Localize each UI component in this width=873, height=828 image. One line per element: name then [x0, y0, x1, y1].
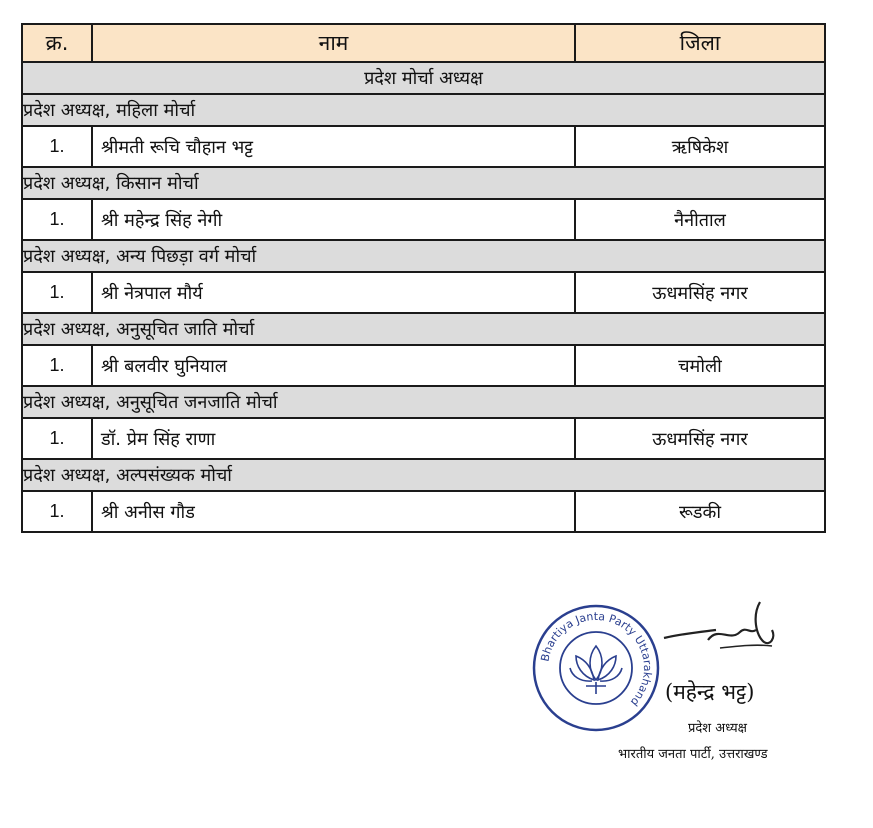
- section-heading: प्रदेश अध्यक्ष, अनुसूचित जनजाति मोर्चा: [22, 386, 825, 418]
- lotus-icon: [570, 646, 622, 694]
- table-header-row: [22, 24, 825, 62]
- header-district: जिला: [575, 24, 825, 62]
- signatory-organization: भारतीय जनता पार्टी, उत्तराखण्ड: [618, 747, 768, 762]
- section-heading-row: [22, 240, 825, 272]
- name-cell: श्री अनीस गौड: [92, 491, 575, 532]
- title-band-row: [22, 62, 825, 94]
- signature-block: [530, 596, 870, 776]
- table-row: [22, 418, 825, 459]
- name-cell: श्री नेत्रपाल मौर्य: [92, 272, 575, 313]
- serial-cell: 1.: [22, 272, 92, 313]
- table-row: [22, 199, 825, 240]
- serial-cell: 1.: [22, 418, 92, 459]
- name-cell: डॉ. प्रेम सिंह राणा: [92, 418, 575, 459]
- section-heading-row: [22, 94, 825, 126]
- district-cell: नैनीताल: [575, 199, 825, 240]
- name-cell: श्री बलवीर घुनियाल: [92, 345, 575, 386]
- signatory-title: प्रदेश अध्यक्ष: [688, 721, 747, 736]
- table-row: [22, 345, 825, 386]
- serial-cell: 1.: [22, 199, 92, 240]
- section-heading: प्रदेश अध्यक्ष, अनुसूचित जाति मोर्चा: [22, 313, 825, 345]
- section-heading-row: [22, 167, 825, 199]
- section-heading: प्रदेश अध्यक्ष, अल्पसंख्यक मोर्चा: [22, 459, 825, 491]
- district-cell: ऋषिकेश: [575, 126, 825, 167]
- section-heading: प्रदेश अध्यक्ष, किसान मोर्चा: [22, 167, 825, 199]
- district-cell: ऊधमसिंह नगर: [575, 272, 825, 313]
- table-row: [22, 491, 825, 532]
- party-seal-icon: [530, 602, 662, 734]
- header-serial: क्र.: [22, 24, 92, 62]
- district-cell: ऊधमसिंह नगर: [575, 418, 825, 459]
- serial-cell: 1.: [22, 345, 92, 386]
- district-cell: रूडकी: [575, 491, 825, 532]
- district-cell: चमोली: [575, 345, 825, 386]
- name-cell: श्रीमती रूचि चौहान भट्ट: [92, 126, 575, 167]
- section-heading-row: [22, 459, 825, 491]
- name-cell: श्री महेन्द्र सिंह नेगी: [92, 199, 575, 240]
- signature-scribble-icon: [660, 596, 780, 666]
- section-heading: प्रदेश अध्यक्ष, अन्य पिछड़ा वर्ग मोर्चा: [22, 240, 825, 272]
- serial-cell: 1.: [22, 126, 92, 167]
- section-heading-row: [22, 386, 825, 418]
- table-row: [22, 126, 825, 167]
- table-row: [22, 272, 825, 313]
- office-bearers-table: [21, 23, 826, 533]
- title-band: प्रदेश मोर्चा अध्यक्ष: [22, 62, 825, 94]
- section-heading: प्रदेश अध्यक्ष, महिला मोर्चा: [22, 94, 825, 126]
- signatory-name: (महेन्द्र भट्ट): [665, 680, 755, 704]
- section-heading-row: [22, 313, 825, 345]
- header-name: नाम: [92, 24, 575, 62]
- serial-cell: 1.: [22, 491, 92, 532]
- seal-text: Bhartiya Janta Party Uttarakhand: [538, 609, 655, 709]
